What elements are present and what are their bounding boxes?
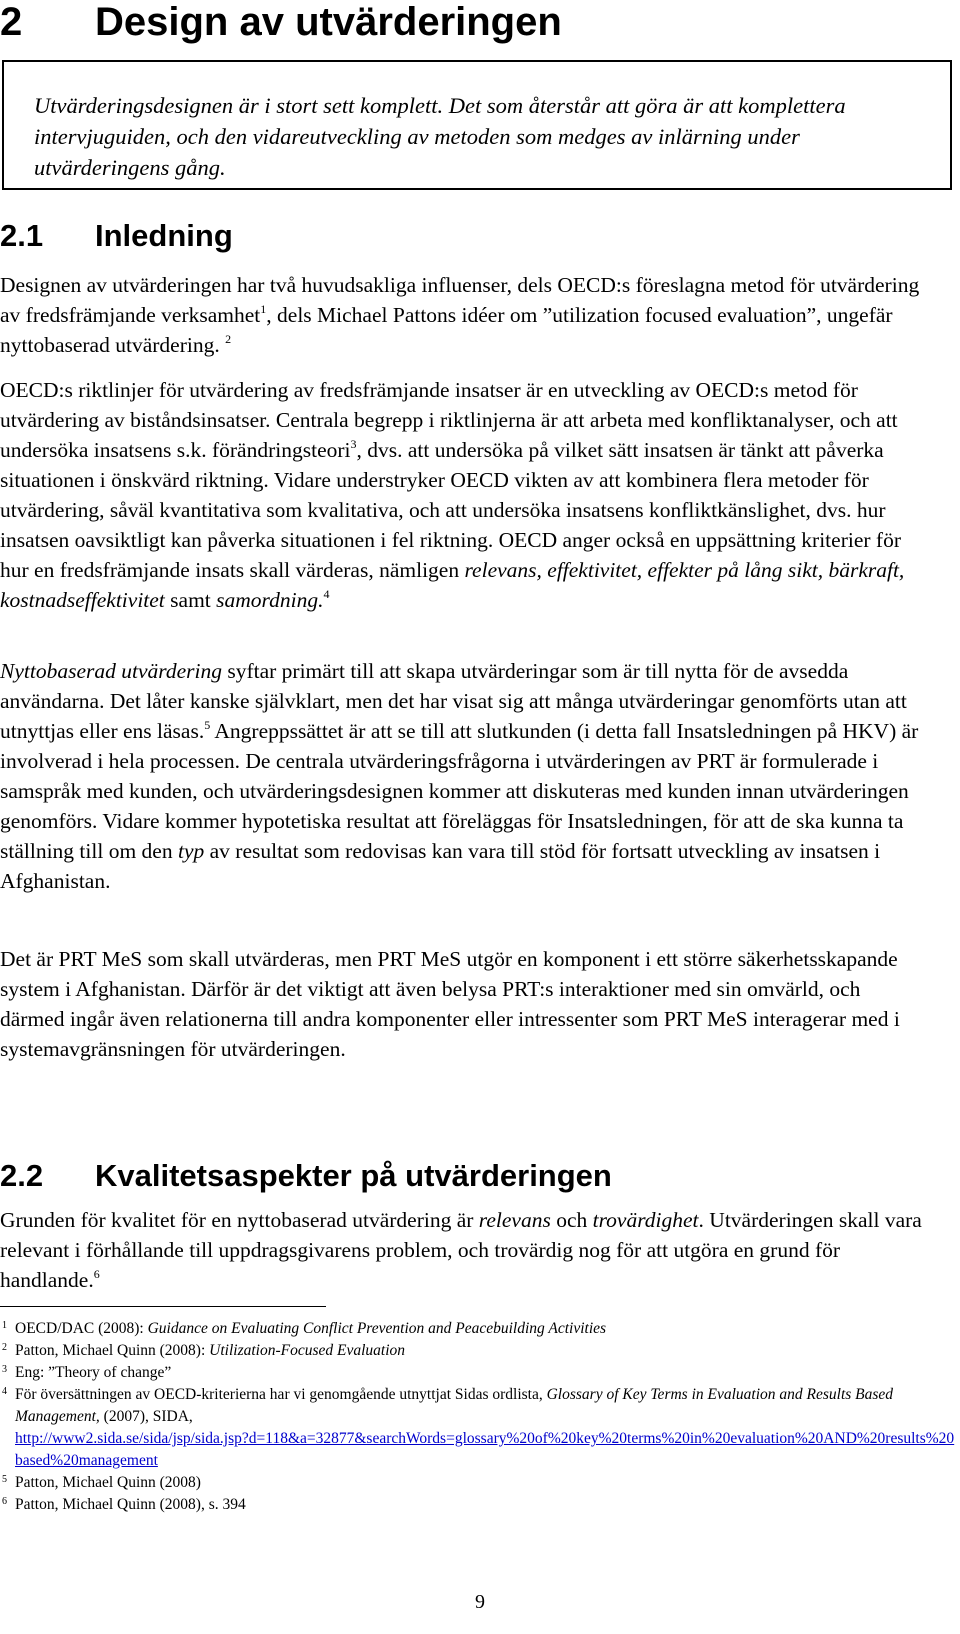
- text-run: Grunden för kvalitet för en nyttobaserad utvärdering är: [0, 1208, 479, 1232]
- footnote-6: [0, 1494, 958, 1516]
- footnote-ref: 2: [225, 332, 232, 346]
- footnote-ref: 1: [260, 302, 267, 316]
- text-run: , dels Michael Pattons idéer om ”utilization focused evaluation”, ungefär nyttobaserad utvärdering.: [0, 303, 893, 357]
- footnote-text: För översättningen av OECD-kriterierna har vi genomgående utnyttjat Sidas ordlista,: [15, 1386, 547, 1403]
- text-run: OECD:s riktlinjer för utvärdering av fredsfrämjande insatser är en utveckling av OECD:s metod för utvärdering av biståndsinsatser. Centrala begrepp i riktlinjerna är att arbeta med konfliktanalyser, och att undersöka insatsens s.k. förändringsteori: [0, 378, 898, 462]
- footnote-3: [0, 1362, 958, 1384]
- footnote-text: Eng: ”Theory of change”: [15, 1364, 172, 1381]
- footnote-ref: 6: [93, 1267, 100, 1281]
- paragraph-influences: [0, 270, 925, 360]
- footnote-number: 6: [2, 1496, 7, 1507]
- footnote-number: 1: [2, 1320, 7, 1331]
- paragraph-prt-mes: Det är PRT MeS som skall utvärderas, men PRT MeS utgör en komponent i ett större säkerhetsskapande system i Afghanistan. Därför är det viktigt att även belysa PRT:s interaktioner med sin omvärld, och därmed ingår även relationerna till andra komponenter eller intressenter som PRT MeS interagerar med i systemavgränsningen för utvärderingen.: [0, 947, 900, 1061]
- section-title: Inledning: [95, 218, 233, 253]
- text-run: samt: [164, 588, 217, 612]
- footnote-text: Patton, Michael Quinn (2008):: [15, 1342, 210, 1359]
- section-number: 2.1: [0, 218, 44, 253]
- text-run: Designen av utvärderingen har två huvudsakliga influenser, dels OECD:s föreslagna metod för utvärdering av fredsfrämjande verksamhet: [0, 273, 920, 327]
- footnote-text: OECD/DAC (2008):: [15, 1320, 148, 1337]
- footnote-text: (2007), SIDA,: [99, 1408, 193, 1425]
- section-heading-inledning: [0, 218, 233, 254]
- emphasis: samordning.: [216, 588, 324, 612]
- emphasis: Nyttobaserad utvärdering: [0, 659, 222, 683]
- emphasis: relevans, effektivitet, effekter på lång sikt, bärkraft, kostnadseffektivitet: [0, 558, 905, 612]
- chapter-heading: [0, 0, 562, 44]
- paragraph-quality: [0, 1205, 925, 1295]
- summary-box: Utvärderingsdesignen är i stort sett komplett. Det som återstår att göra är att komplettera intervjuguiden, och den vidareutveckling av metoden som medges av inlärning under utvärderingens gång.: [2, 60, 952, 190]
- text-run: . Utvärderingen skall vara relevant i förhållande till uppdragsgivarens problem, och trovärdig nog för att utgöra en grund för handlande.: [0, 1208, 922, 1292]
- footnote-ref: 4: [323, 587, 330, 601]
- text-run: syftar primärt till att skapa utvärderingar som är till nytta för de avsedda användarna. Det låter kanske självklart, men det har visat sig att många utvärderingar genomförts utan att utnyttjas eller ens läsas.: [0, 659, 907, 743]
- footnote-2: [0, 1340, 958, 1362]
- page-number: 9: [475, 1591, 485, 1613]
- section-heading-kvalitet: [0, 1158, 612, 1194]
- footnote-text: Patton, Michael Quinn (2008): [15, 1474, 201, 1491]
- text-run: av resultat som redovisas kan vara till stöd för fortsatt utveckling av insatsen i Afghanistan.: [0, 839, 881, 893]
- text-run: Angreppssättet är att se till att slutkunden (i detta fall Insatsledningen på HKV) är involverad i hela processen. De centrala utvärderingsfrågorna i utvärderingen av PRT är formulerade i samspråk med kunden, och utvärderingsdesignen kommer att diskuteras med kunden innan utvärderingen genomförs. Vidare kommer hypotetiska resultat att föreläggas för Insatsledningen, för att de ska kunna ta ställning till om den: [0, 719, 919, 863]
- footnotes: [0, 1318, 958, 1516]
- footnote-5: [0, 1472, 958, 1494]
- section-title: Kvalitetsaspekter på utvärderingen: [95, 1158, 612, 1193]
- paragraph-utility-evaluation: [0, 656, 925, 896]
- footnote-title: Glossary of Key Terms in Evaluation and Results Based Management,: [15, 1386, 894, 1425]
- footnote-number: 3: [2, 1364, 7, 1375]
- chapter-title: Design av utvärderingen: [95, 0, 562, 44]
- footnote-number: 5: [2, 1474, 7, 1485]
- footnote-text: Patton, Michael Quinn (2008), s. 394: [15, 1496, 246, 1513]
- section-number: 2.2: [0, 1158, 44, 1193]
- text-run: , dvs. att undersöka på vilket sätt insatsen är tänkt att påverka situationen i önskvärd riktning. Vidare understryker OECD vikten av att kombinera flera metoder för utvärdering, såväl kvantitativa som kvalitativa, och att undersöka insatsens konfliktkänslighet, dvs. hur insatsen oavsiktligt kan påverka situationen i fel riktning. OECD anger också en uppsättning kriterier för hur en fredsfrämjande insats skall värderas, nämligen: [0, 438, 901, 582]
- footnote-number: 2: [2, 1342, 7, 1353]
- sida-glossary-link[interactable]: http://www2.sida.se/sida/jsp/sida.jsp?d=118&a=32877&searchWords=glossary%20of%20key%20terms%20in%20evaluation%20AND%20results%20based%20management: [15, 1430, 955, 1469]
- footnote-ref: 3: [350, 437, 357, 451]
- footnote-number: 4: [2, 1386, 7, 1397]
- footnote-1: [0, 1318, 958, 1340]
- chapter-number: 2: [0, 0, 23, 44]
- footnote-4: [0, 1384, 958, 1472]
- footnote-divider: [0, 1306, 326, 1307]
- footnote-title: Utilization-Focused Evaluation: [209, 1342, 406, 1359]
- emphasis: typ: [177, 839, 205, 863]
- emphasis: relevans: [478, 1208, 551, 1232]
- footnote-title: Guidance on Evaluating Conflict Prevention and Peacebuilding Activities: [147, 1320, 607, 1337]
- paragraph-oecd-guidelines: [0, 375, 925, 615]
- emphasis: trovärdighet: [592, 1208, 699, 1232]
- footnote-ref: 5: [204, 718, 211, 732]
- text-run: och: [550, 1208, 593, 1232]
